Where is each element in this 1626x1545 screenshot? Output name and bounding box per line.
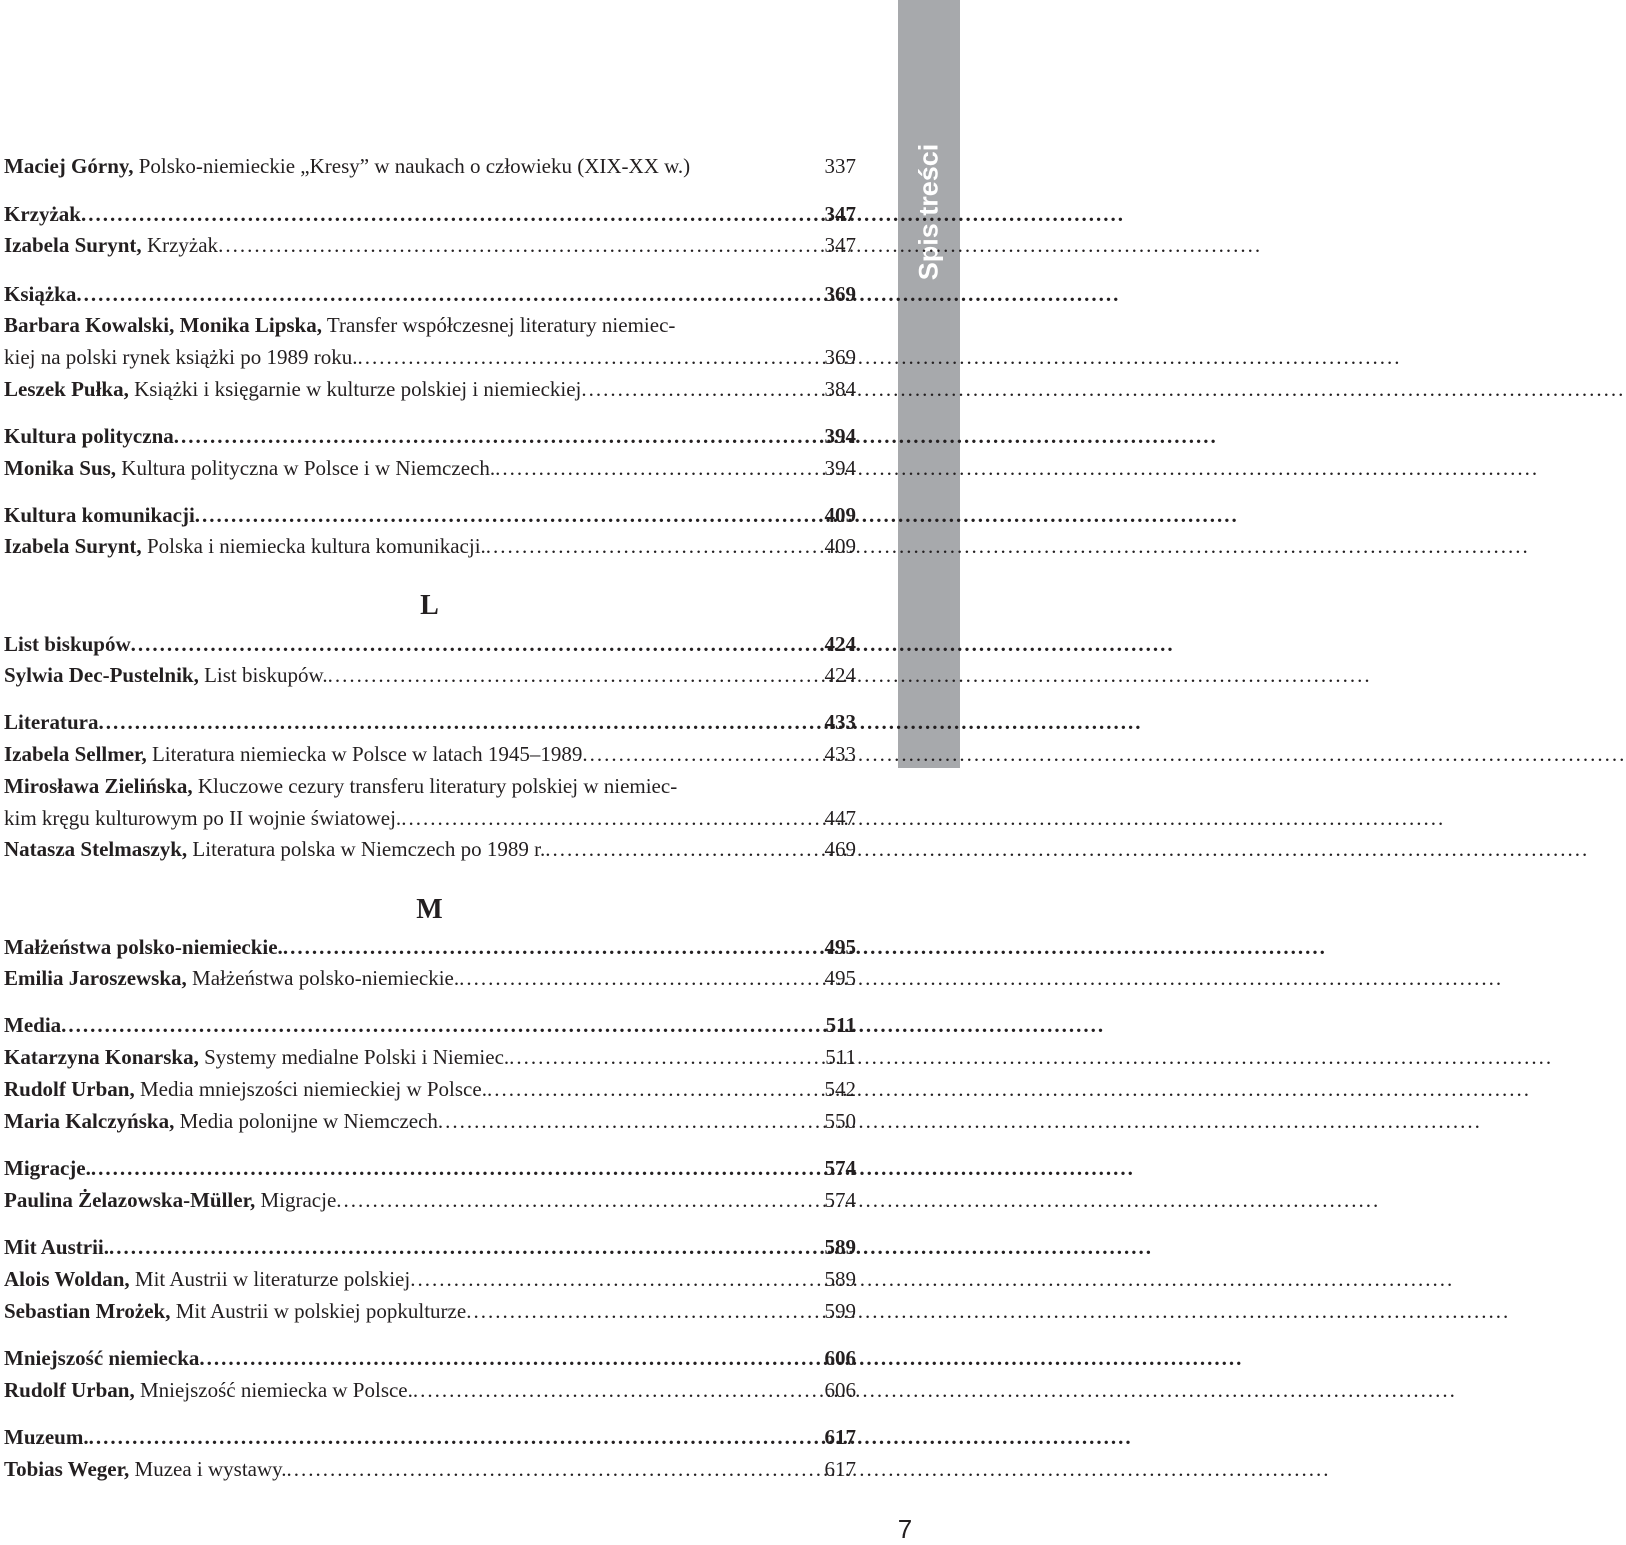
page-ref: 574 — [824, 1156, 856, 1180]
heading-title: Kultura komunikacji — [4, 503, 195, 527]
entry-title: Literatura niemiecka w Polsce w latach 1945–1989 — [151, 742, 583, 766]
page-ref: 384 — [824, 377, 856, 401]
entry-author: Maria Kalczyńska, — [4, 1109, 175, 1133]
toc-entry — [4, 229, 856, 261]
dot-leader — [486, 530, 1530, 562]
toc-entry — [4, 1295, 856, 1327]
toc-entry — [4, 530, 856, 562]
section-tab-label: Spis treści — [913, 143, 944, 281]
entry-title: Krzyżak — [146, 233, 219, 257]
entry-title-continued: kiej na polski rynek książki po 1989 roku. — [4, 345, 358, 369]
toc-heading — [4, 931, 856, 963]
toc-heading — [4, 628, 856, 660]
toc-entry — [4, 309, 856, 373]
toc-heading — [4, 1421, 856, 1453]
entry-title: Transfer współczesnej literatury niemiec- — [326, 313, 676, 337]
toc-entry — [4, 452, 856, 484]
entry-title: Mniejszość niemiecka w Polsce. — [139, 1378, 413, 1402]
page-ref: 617 — [824, 1425, 856, 1449]
dot-leader — [81, 198, 1125, 230]
entry-author: Izabela Surynt, — [4, 534, 142, 558]
entry-title: Literatura polska w Niemczech po 1989 r. — [192, 837, 546, 861]
page-ref: 369 — [824, 282, 856, 306]
dot-leader — [487, 1073, 1531, 1105]
page-ref: 447 — [824, 806, 856, 830]
toc-heading — [4, 198, 856, 230]
dot-leader — [336, 1184, 1380, 1216]
entry-title: Migracje — [260, 1188, 337, 1212]
dot-leader — [581, 373, 1625, 405]
page-ref: 424 — [824, 632, 856, 656]
dot-leader — [459, 962, 1503, 994]
heading-title: Migracje. — [4, 1156, 91, 1180]
page-ref: 495 — [824, 966, 856, 990]
toc-heading — [4, 278, 856, 310]
entry-title: Systemy medialne Polski i Niemiec. — [204, 1045, 510, 1069]
entry-title: Polska i niemiecka kultura komunikacji. — [146, 534, 486, 558]
page-ref: 409 — [824, 503, 856, 527]
entry-title: Kluczowe cezury transferu literatury polskiej w niemiec- — [197, 774, 678, 798]
entry-title: Mit Austrii w polskiej popkulturze — [175, 1299, 467, 1323]
heading-title: Muzeum. — [4, 1425, 89, 1449]
toc-entry — [4, 659, 856, 691]
dot-leader — [283, 931, 1327, 963]
toc-entry — [4, 1041, 856, 1073]
page-ref: 617 — [824, 1457, 856, 1481]
toc-heading — [4, 1152, 856, 1184]
entry-author: Paulina Żelazowska-Müller, — [4, 1188, 256, 1212]
heading-title: Krzyżak — [4, 202, 81, 226]
page-ref: 606 — [824, 1378, 856, 1402]
dot-leader — [582, 738, 1626, 770]
dot-leader — [61, 1009, 1105, 1041]
toc-entry — [4, 373, 856, 405]
page-ref: 337 — [824, 154, 856, 178]
entry-author: Maciej Górny, — [4, 154, 134, 178]
dot-leader — [413, 1374, 1457, 1406]
heading-title: Kultura polityczna — [4, 424, 174, 448]
entry-author: Izabela Sellmer, — [4, 742, 147, 766]
page-number: 7 — [897, 1514, 913, 1544]
page-ref: 394 — [824, 456, 856, 480]
toc-entry — [4, 1374, 856, 1406]
page-ref: 550 — [824, 1109, 856, 1133]
section-letter: M — [416, 894, 444, 925]
toc-entry — [4, 1105, 856, 1137]
page-ref: 347 — [824, 233, 856, 257]
page-ref: 433 — [824, 742, 856, 766]
dot-leader — [218, 229, 1262, 261]
dot-leader — [287, 1453, 1331, 1485]
page-ref: 469 — [824, 837, 856, 861]
dot-leader — [357, 341, 1401, 373]
entry-author: Leszek Pułka, — [4, 377, 129, 401]
toc-entry — [4, 1263, 856, 1295]
dot-leader — [76, 278, 1120, 310]
heading-title: List biskupów — [4, 632, 131, 656]
dot-leader — [98, 706, 1142, 738]
entry-title: Media polonijne w Niemczech — [179, 1109, 438, 1133]
dot-leader — [410, 1263, 1454, 1295]
dot-leader — [495, 452, 1539, 484]
entry-title: List biskupów. — [204, 663, 328, 687]
entry-title: Polsko-niemieckie „Kresy” w naukach o człowieku (XIX-XX w.) — [138, 154, 691, 178]
toc-entry — [4, 1184, 856, 1216]
heading-title: Mniejszość niemiecka — [4, 1346, 200, 1370]
toc-heading — [4, 1009, 856, 1041]
page-ref: 369 — [824, 345, 856, 369]
page-ref: 511 — [825, 1045, 856, 1069]
toc-heading — [4, 1231, 856, 1263]
toc-entry — [4, 1453, 856, 1485]
dot-leader — [466, 1295, 1510, 1327]
page-ref: 599 — [824, 1299, 856, 1323]
dot-leader — [195, 499, 1239, 531]
toc-entry — [4, 738, 856, 770]
entry-title: Muzea i wystawy. — [134, 1457, 287, 1481]
entry-author: Katarzyna Konarska, — [4, 1045, 199, 1069]
heading-title: Mit Austrii. — [4, 1235, 109, 1259]
entry-title: Media mniejszości niemieckiej w Polsce. — [139, 1077, 487, 1101]
entry-author: Barbara Kowalski, Monika Lipska, — [4, 313, 322, 337]
page-ref: 394 — [824, 424, 856, 448]
entry-author: Rudolf Urban, — [4, 1077, 135, 1101]
page-ref: 589 — [824, 1267, 856, 1291]
dot-leader — [401, 802, 1445, 834]
section-letter: L — [420, 590, 440, 621]
toc-heading — [4, 420, 856, 452]
entry-author: Emilia Jaroszewska, — [4, 966, 187, 990]
page-ref: 495 — [824, 935, 856, 959]
dot-leader — [438, 1105, 1482, 1137]
entry-title: Mit Austrii w literaturze polskiej — [134, 1267, 411, 1291]
heading-title: Małżeństwa polsko-niemieckie. — [4, 935, 283, 959]
page-ref: 511 — [825, 1013, 856, 1037]
page-ref: 409 — [824, 534, 856, 558]
entry-title-continued: kim kręgu kulturowym po II wojnie światowej. — [4, 806, 402, 830]
entry-title: Książki i księgarnie w kulturze polskiej i niemieckiej — [134, 377, 582, 401]
entry-author: Natasza Stelmaszyk, — [4, 837, 188, 861]
dot-leader — [545, 833, 1589, 865]
toc-heading — [4, 1342, 856, 1374]
entry-author: Sylwia Dec-Pustelnik, — [4, 663, 199, 687]
page-ref: 574 — [824, 1188, 856, 1212]
entry-author: Mirosława Zielińska, — [4, 774, 193, 798]
toc-entry — [4, 150, 856, 182]
heading-title: Książka — [4, 282, 77, 306]
page-ref: 424 — [824, 663, 856, 687]
dot-leader — [199, 1342, 1243, 1374]
page-ref: 347 — [824, 202, 856, 226]
toc-entry — [4, 1073, 856, 1105]
entry-title: Kultura polityczna w Polsce i w Niemczech. — [121, 456, 496, 480]
heading-title: Media — [4, 1013, 62, 1037]
dot-leader — [89, 1421, 1133, 1453]
entry-author: Izabela Surynt, — [4, 233, 142, 257]
toc-entry — [4, 770, 856, 834]
toc-heading — [4, 499, 856, 531]
entry-author: Rudolf Urban, — [4, 1378, 135, 1402]
dot-leader — [91, 1152, 1135, 1184]
entry-author: Tobias Weger, — [4, 1457, 130, 1481]
dot-leader — [509, 1041, 1553, 1073]
entry-author: Monika Sus, — [4, 456, 117, 480]
toc-entry — [4, 833, 856, 865]
page-ref: 542 — [824, 1077, 856, 1101]
toc-heading — [4, 706, 856, 738]
entry-author: Alois Woldan, — [4, 1267, 130, 1291]
dot-leader — [109, 1231, 1153, 1263]
page-ref: 589 — [824, 1235, 856, 1259]
dot-leader — [174, 420, 1218, 452]
entry-title: Małżeństwa polsko-niemieckie. — [192, 966, 460, 990]
dot-leader — [131, 628, 1175, 660]
heading-title: Literatura — [4, 710, 99, 734]
entry-author: Sebastian Mrożek, — [4, 1299, 171, 1323]
toc-entry — [4, 962, 856, 994]
page-ref: 433 — [824, 710, 856, 734]
page-ref: 606 — [824, 1346, 856, 1370]
